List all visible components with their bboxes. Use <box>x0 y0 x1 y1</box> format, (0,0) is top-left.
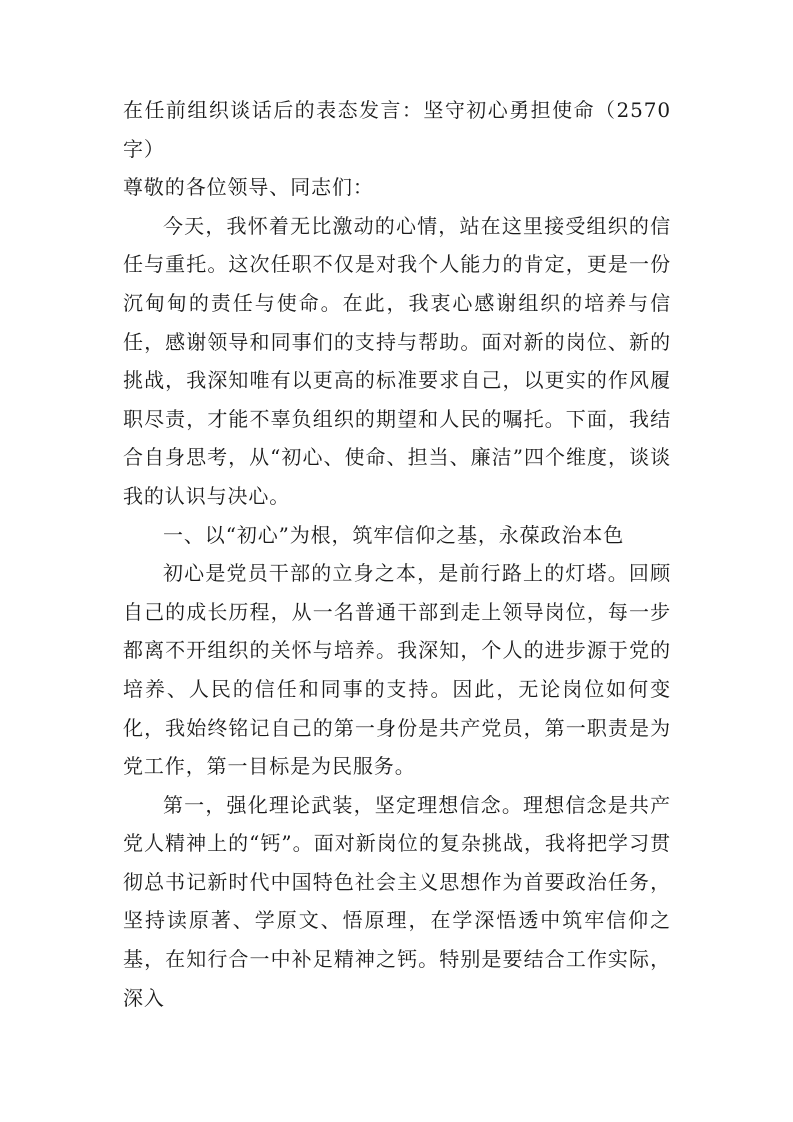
document-body <box>123 91 671 1017</box>
section-heading-1: 一、以“初心”为根，筑牢信仰之基，永葆政治本色 <box>163 522 625 547</box>
paragraph-intro: 今天，我怀着无比激动的心情，站在这里接受组织的信任与重托。这次任职不仅是对我个人能力的肯定，更是一份沉甸甸的责任与使命。在此，我衷心感谢组织的培养与信任，感谢领导和同事们的支持与帮助。面对新的岗位、新的挑战，我深知唯有以更高的标准要求自己，以更实的作风履职尽责，才能不辜负组织的期望和人民的嘱托。下面，我结合自身思考，从“初心、使命、担当、廉洁”四个维度，谈谈我的认识与决心。 <box>123 213 671 508</box>
salutation: 尊敬的各位领导、同志们： <box>123 175 374 200</box>
paragraph-point-one: 第一，强化理论武装，坚定理想信念。理想信念是共产党人精神上的“钙”。面对新岗位的复杂挑战，我将把学习贯彻总书记新时代中国特色社会主义思想作为首要政治任务，坚持读原著、学原文、悟原理，在学深悟透中筑牢信仰之基，在知行合一中补足精神之钙。特别是要结合工作实际，深入 <box>123 792 671 1010</box>
paragraph-original-aspiration: 初心是党员干部的立身之本，是前行路上的灯塔。回顾自己的成长历程，从一名普通干部到走上领导岗位，每一步都离不开组织的关怀与培养。我深知，个人的进步源于党的培养、人民的信任和同事的支持。因此，无论岗位如何变化，我始终铭记自己的第一身份是共产党员，第一职责是为党工作，第一目标是为民服务。 <box>123 561 671 779</box>
document-title: 在任前组织谈话后的表态发言：坚守初心勇担使命（2570字） <box>123 98 671 161</box>
